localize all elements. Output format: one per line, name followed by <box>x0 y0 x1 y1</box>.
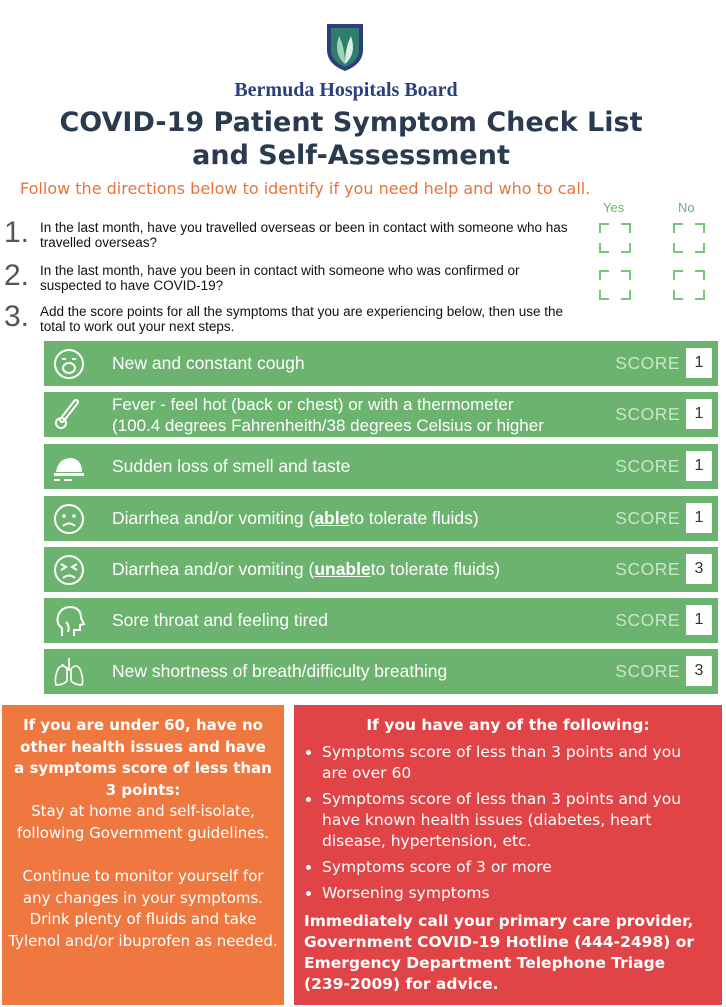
urgent-guidance-box <box>294 705 722 1005</box>
list-item: • Symptoms score of less than 3 points and you are over 60 <box>322 742 708 784</box>
bhb-logo-icon <box>325 22 365 72</box>
under-60-heading: If you are under 60, have no other health issues and have a symptoms score of less than 3 points: <box>14 716 272 799</box>
cough-face-icon <box>52 347 86 381</box>
symptom-row-sore-throat <box>44 598 718 643</box>
under-60-guidance-box <box>2 705 284 1005</box>
question-number: 1. <box>4 216 30 249</box>
score-value: 1 <box>686 503 712 533</box>
page-title: COVID-19 Patient Symptom Check List and Self-Assessment <box>59 107 643 171</box>
score-label: SCORE <box>615 404 680 424</box>
score-label: SCORE <box>615 559 680 579</box>
call-for-advice-text: Immediately call your primary care provider, Government COVID-19 Hotline (444-2498) or Emergency Department Telephone Triage (239-2009) for advice. <box>304 912 695 993</box>
condition-list <box>294 742 722 904</box>
symptom-label: New shortness of breath/difficulty breathing <box>112 661 448 681</box>
symptom-label: New and constant cough <box>112 353 305 373</box>
score-label: SCORE <box>615 661 680 681</box>
score-value: 1 <box>686 399 712 429</box>
score-value: 1 <box>686 451 712 481</box>
score-value: 1 <box>686 348 712 378</box>
question-number: 2. <box>4 259 30 292</box>
food-cloche-icon <box>52 450 86 484</box>
org-name: Bermuda Hospitals Board <box>234 79 458 101</box>
sad-face-icon <box>52 502 86 536</box>
page-subtitle: Follow the directions below to identify if you need help and who to call. <box>20 179 591 198</box>
no-column-label: No <box>678 200 695 215</box>
symptom-label: Fever - feel hot (back or chest) or with a thermometer (100.4 degrees Fahrenheith/38 degrees Celsius or higher <box>112 394 544 435</box>
score-label: SCORE <box>615 610 680 630</box>
q2-yes-checkbox[interactable] <box>599 270 631 300</box>
lungs-icon <box>52 655 86 689</box>
score-value: 3 <box>686 656 712 686</box>
symptom-row-cough <box>44 341 718 386</box>
question-text: In the last month, have you been in contact with someone who was confirmed or suspected to have COVID-19? <box>40 263 520 293</box>
symptom-row-fever <box>44 392 718 437</box>
symptom-row-breathing <box>44 649 718 694</box>
score-value: 1 <box>686 605 712 635</box>
symptom-label: Sore throat and feeling tired <box>112 610 328 630</box>
symptom-row-diarrhea-able <box>44 496 718 541</box>
symptom-label: Diarrhea and/or vomiting ( able to tolerate fluids) <box>112 508 479 528</box>
symptom-row-smell-taste <box>44 444 718 489</box>
symptom-row-diarrhea-unable <box>44 547 718 592</box>
list-item: • Worsening symptoms <box>322 883 708 904</box>
q1-yes-checkbox[interactable] <box>599 223 631 253</box>
symptom-label: Diarrhea and/or vomiting ( unable to tolerate fluids) <box>112 559 501 579</box>
question-text: Add the score points for all the symptoms that you are experiencing below, then use the total to work out your next steps. <box>40 304 564 334</box>
list-item: • Symptoms score of less than 3 points and you have known health issues (diabetes, heart disease, hypertension, etc. <box>322 789 708 852</box>
q2-no-checkbox[interactable] <box>673 270 705 300</box>
urgent-heading: If you have any of the following: <box>366 716 650 734</box>
q1-no-checkbox[interactable] <box>673 223 705 253</box>
score-label: SCORE <box>615 353 680 373</box>
monitor-text: Continue to monitor yourself for any changes in your symptoms. Drink plenty of fluids and take Tylenol and/or ibuprofen as needed. <box>8 867 278 950</box>
score-value: 3 <box>686 554 712 584</box>
throat-head-icon <box>52 604 86 638</box>
yes-column-label: Yes <box>603 200 625 215</box>
list-item: • Symptoms score of 3 or more <box>322 857 708 878</box>
score-label: SCORE <box>615 508 680 528</box>
self-isolate-text: Stay at home and self-isolate, following Government guidelines. <box>16 802 270 842</box>
question-number: 3. <box>4 300 30 333</box>
symptom-label: Sudden loss of smell and taste <box>112 456 351 476</box>
question-text: In the last month, have you travelled overseas or been in contact with someone who has travelled overseas? <box>40 220 568 250</box>
score-label: SCORE <box>615 456 680 476</box>
thermometer-icon <box>52 398 86 432</box>
sick-face-icon <box>52 553 86 587</box>
